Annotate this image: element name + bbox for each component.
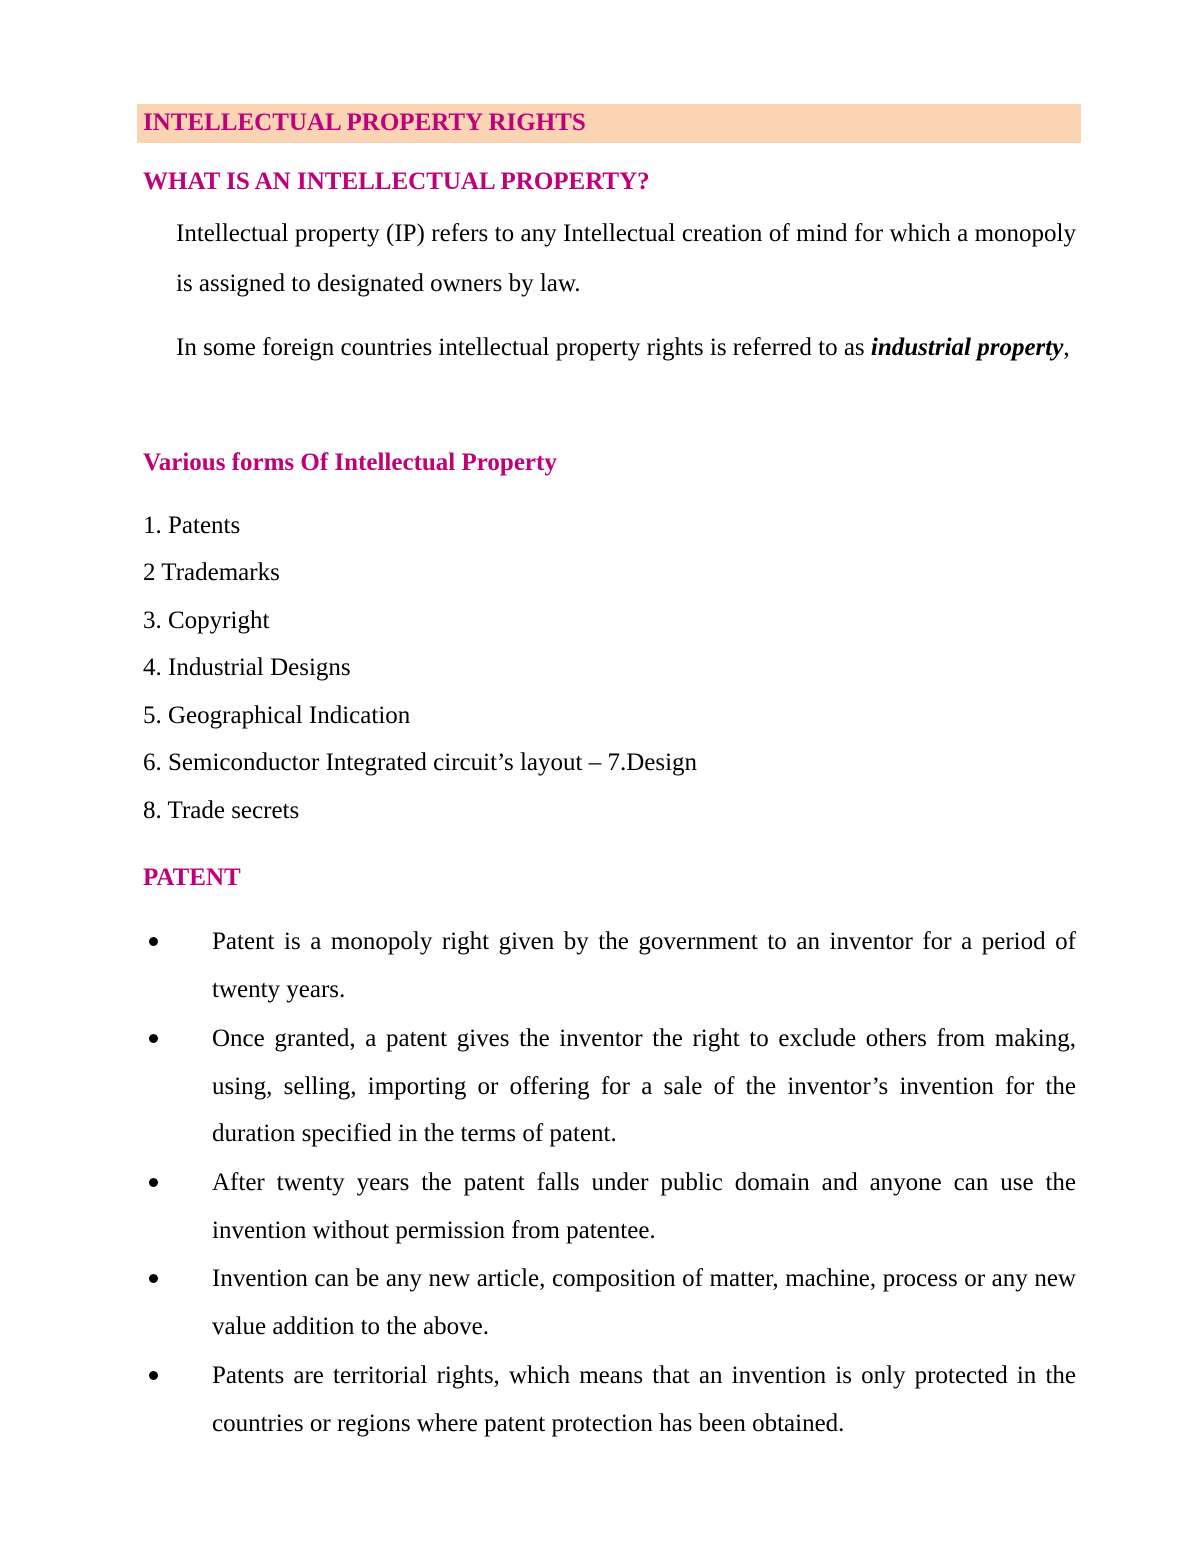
- section-heading-patent: PATENT: [143, 864, 241, 891]
- industrial-property-paragraph: [176, 323, 1076, 373]
- forms-list-item: 4. Industrial Designs: [143, 654, 351, 681]
- paragraph-prefix-text: In some foreign countries intellectual property rights is referred to as: [176, 334, 871, 361]
- ip-definition-paragraph: Intellectual property (IP) refers to any Intellectual creation of mind for which a monopoly is assigned to designated owners by law.: [176, 220, 1076, 297]
- forms-list-item: 1. Patents: [143, 512, 241, 539]
- forms-list-item: 3. Copyright: [143, 607, 270, 634]
- patent-bullet-text: Patents are territorial rights, which means that an invention is only protected in the countries or regions where patent protection has been obtained.: [212, 1362, 1076, 1437]
- forms-list-item: 5. Geographical Indication: [143, 702, 411, 729]
- paragraph-suffix-text: ,: [1063, 334, 1070, 361]
- forms-list-item: 8. Trade secrets: [143, 797, 300, 824]
- section-heading-forms: Various forms Of Intellectual Property: [143, 449, 557, 476]
- section-heading-what-is-ip: WHAT IS AN INTELLECTUAL PROPERTY?: [143, 168, 650, 195]
- forms-list-item: 2 Trademarks: [143, 559, 280, 586]
- patent-bullet-text: After twenty years the patent falls under public domain and anyone can use the invention without permission from patentee.: [212, 1169, 1076, 1244]
- document-title: INTELLECTUAL PROPERTY RIGHTS: [143, 109, 586, 136]
- industrial-property-term: industrial property: [870, 334, 1064, 361]
- patent-bullet-text: Once granted, a patent gives the inventor the right to exclude others from making, using, selling, importing or offering for a sale of the inventor’s invention for the duration specified in the terms of patent.: [212, 1025, 1076, 1147]
- forms-list-item: 6. Semiconductor Integrated circuit’s layout – 7.Design: [143, 749, 698, 776]
- patent-bullet-text: Patent is a monopoly right given by the government to an inventor for a period of twenty years.: [212, 928, 1076, 1003]
- patent-bullet-text: Invention can be any new article, composition of matter, machine, process or any new value addition to the above.: [212, 1265, 1076, 1340]
